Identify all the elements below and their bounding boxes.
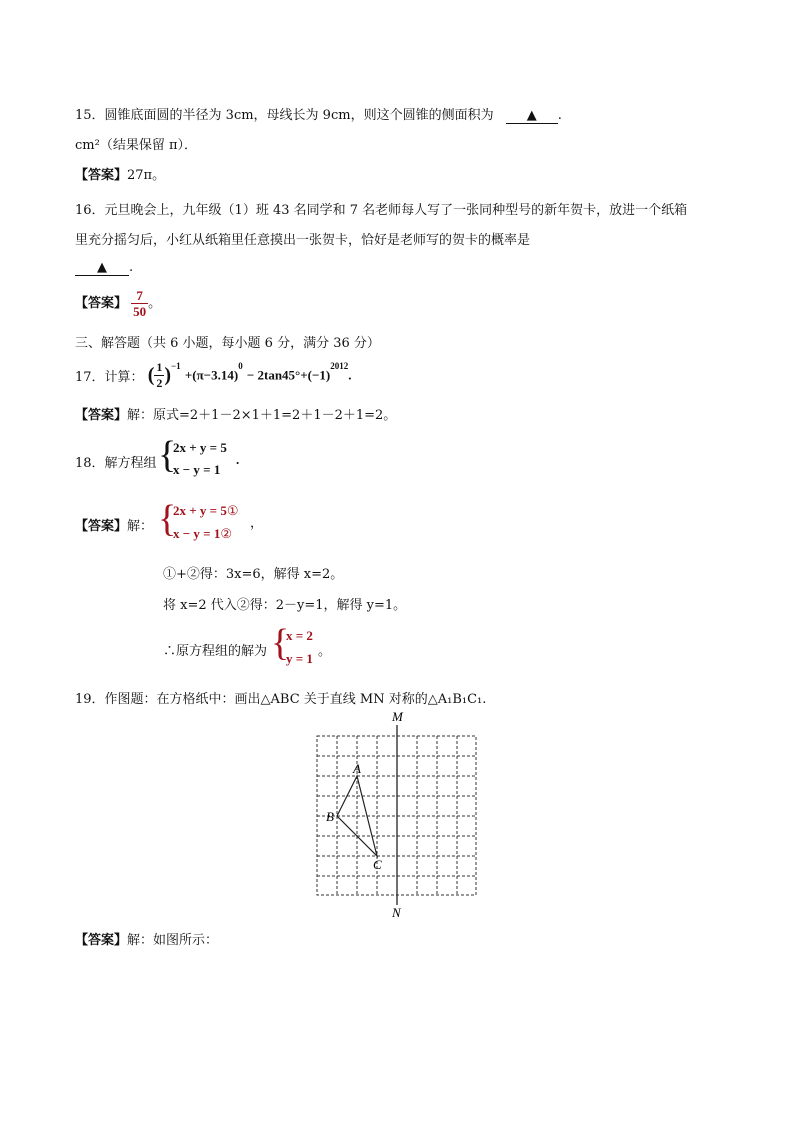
q18-solution-y: y = 1 (286, 651, 313, 666)
q18-eq1: 2x + y = 5 (173, 440, 227, 455)
q18-answer-eq1-mark: ① (226, 503, 239, 518)
q16-answer-denominator: 50 (133, 304, 147, 319)
q16-answer-label: 【答案】 (75, 296, 128, 311)
q16-end-dot: . (129, 260, 134, 275)
q16-answer (75, 288, 161, 319)
q18-answer-eq2 (173, 526, 232, 542)
q17-prefix: 17．计算： (75, 370, 144, 385)
q18-step3-prefix: ∴原方程组的解为 (163, 644, 268, 659)
q15-answer-text: 27π。 (127, 168, 166, 183)
label-n: N (392, 905, 401, 920)
q16-answer-end: 。 (148, 296, 162, 311)
q18-answer-label: 【答案】 (75, 519, 128, 534)
q18-solution-x: x = 2 (286, 628, 313, 643)
q17-fraction-denominator: 2 (156, 376, 163, 390)
q17-paren-open: ( (147, 364, 155, 386)
section3-title: 三、解答题（共 6 小题，每小题 6 分，满分 36 分） (75, 336, 380, 351)
q17-answer-label: 【答案】 (75, 408, 128, 423)
q15-line2: cm²（结果保留 π）． (75, 138, 197, 153)
q18-prefix: 18．解方程组 (75, 456, 157, 471)
q18-answer-eq1-text: 2x + y = 5 (173, 503, 227, 518)
q16-line1: 16．元旦晚会上，九年级（1）班 43 名同学和 7 名老师每人写了一张同种型号的新年贺卡，放进一个纸箱 (75, 203, 688, 218)
q17-exp3: 2012 (330, 361, 349, 371)
q16-answer-fraction (131, 288, 148, 319)
q17-answer (75, 404, 396, 423)
triangle-marker-icon: ▲ (97, 260, 107, 275)
q18-end: . (236, 452, 240, 467)
q17-question (75, 360, 351, 394)
q17-exp2: 0 (238, 361, 243, 371)
q18-answer-eq2-text: x − y = 1 (173, 526, 221, 541)
q17-fraction-numerator: 1 (156, 360, 163, 374)
q17-fraction (154, 360, 164, 391)
q19-answer-label: 【答案】 (75, 933, 128, 948)
q18-answer-prefix: 解： (127, 519, 154, 534)
q19-answer (75, 929, 218, 948)
triangle-marker-icon: ▲ (526, 108, 537, 123)
q18-brace: { (158, 434, 177, 476)
q17-exp1: −1 (171, 361, 181, 371)
q17-end: . (348, 367, 352, 383)
q16-answer-blank (75, 261, 129, 276)
label-c: C (373, 857, 382, 872)
q15-answer (75, 164, 165, 183)
grid-svg (300, 705, 490, 923)
q18-step3-end: 。 (318, 644, 332, 659)
q18-solution-brace: { (271, 622, 290, 664)
q17-answer-text: 解：原式=2＋1－2×1＋1=2＋1－2＋1=2。 (127, 408, 397, 423)
q18-answer-eq1 (173, 503, 238, 519)
q18-answer (75, 515, 153, 534)
q17-paren2: (π−3.14) (192, 367, 239, 383)
q15-answer-blank (506, 109, 558, 124)
label-a: A (353, 761, 361, 776)
q17-plus: + (184, 367, 193, 383)
q19-question: 19．作图题：在方格纸中：画出△ABC 关于直线 MN 对称的△A₁B₁C₁. (75, 692, 487, 707)
q18-answer-eq2-mark: ② (220, 526, 232, 541)
q16-line2: 里充分摇匀后，小红从纸箱里任意摸出一张贺卡，恰好是老师写的贺卡的概率是 (75, 233, 531, 248)
q15-text: 15．圆锥底面圆的半径为 3cm，母线长为 9cm，则这个圆锥的侧面积为 (75, 108, 494, 123)
q15-answer-label: 【答案】 (75, 168, 128, 183)
q15-end-dot: . (557, 108, 562, 123)
q15-question (75, 104, 562, 124)
label-b: B (326, 809, 334, 824)
grid-figure (300, 705, 490, 923)
q17-paren-close: ) (164, 364, 172, 386)
label-m: M (392, 709, 403, 724)
q18-step2: 将 x=2 代入②得：2－y=1，解得 y=1。 (163, 598, 407, 613)
q16-blank-line (75, 260, 133, 276)
q19-answer-text: 解：如图所示： (127, 933, 219, 948)
q18-eq2: x − y = 1 (173, 462, 221, 477)
q18-answer-comma: ， (250, 516, 264, 531)
q18-step1: ①+②得：3x=6，解得 x=2。 (163, 567, 344, 582)
q18-answer-brace: { (158, 498, 177, 540)
q17-rest: − 2tan45°+(−1) (246, 367, 331, 383)
q16-answer-numerator: 7 (131, 288, 148, 304)
